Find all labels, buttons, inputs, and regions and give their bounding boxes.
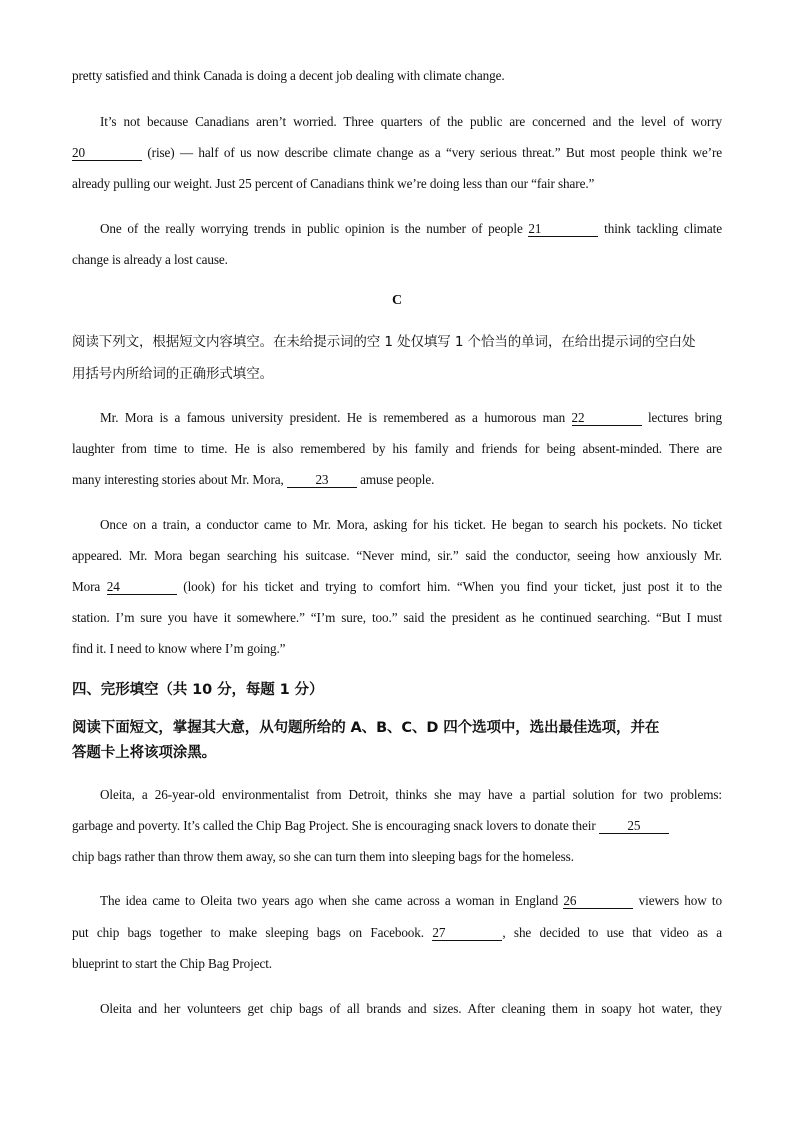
- text-span: many interesting stories about Mr. Mora,: [72, 472, 287, 487]
- text-line: Oleita, a 26-year-old environmentalist from Detroit, thinks she may have a partial solution for two problems:: [100, 787, 722, 802]
- instruction-line: 阅读下列文，根据短文内容填空。在未给提示词的空 1 处仅填写 1 个恰当的单词，在给出提示词的空白处: [72, 334, 696, 350]
- instruction-line: 阅读下面短文，掌握其大意，从句题所给的 A、B、C、D 四个选项中，选出最佳选项，并在: [72, 720, 660, 736]
- text-line: change is already a lost cause.: [72, 252, 228, 267]
- text-line: Oleita and her volunteers get chip bags of all brands and sizes. After cleaning them in soapy hot water, they: [100, 1001, 722, 1016]
- text-span: The idea came to Oleita two years ago when she came across a woman in England: [100, 893, 564, 908]
- text-line: [100, 410, 722, 426]
- text-line: already pulling our weight. Just 25 percent of Canadians think we’re doing less than our “fair share.”: [72, 176, 595, 191]
- text-line: It’s not because Canadians aren’t worried. Three quarters of the public are concerned and the level of worry: [100, 114, 722, 129]
- blank-25[interactable]: 25: [599, 819, 669, 834]
- blank-26[interactable]: 26: [563, 894, 633, 909]
- text-line: [72, 145, 722, 161]
- blank-24[interactable]: 24: [107, 580, 177, 595]
- instruction-line: 答题卡上将该项涂黑。: [72, 745, 216, 761]
- text-line: [72, 472, 434, 488]
- text-span: amuse people.: [356, 472, 435, 487]
- text-span: garbage and poverty. It’s called the Chip Bag Project. She is encouraging snack lovers to donate their: [72, 818, 599, 833]
- text-line: find it. I need to know where I’m going.”: [72, 641, 286, 656]
- section-letter: C: [391, 293, 403, 308]
- blank-22[interactable]: 22: [572, 411, 642, 426]
- blank-20[interactable]: 20: [72, 146, 142, 161]
- text-line: [100, 893, 722, 909]
- text-span: Mr. Mora is a famous university president. He is remembered as a humorous man: [100, 410, 572, 425]
- text-line: [100, 221, 722, 237]
- text-line: blueprint to start the Chip Bag Project.: [72, 956, 273, 971]
- text-span: viewers how to: [633, 893, 722, 908]
- text-span: (rise) — half of us now describe climate change as a “very serious threat.” But most people think we’re: [142, 145, 722, 160]
- blank-27[interactable]: 27: [432, 926, 502, 941]
- text-line: chip bags rather than throw them away, so she can turn them into sleeping bags for the homeless.: [72, 849, 574, 864]
- text-line: [72, 925, 722, 941]
- text-span: Mora: [72, 579, 107, 594]
- text-line: Once on a train, a conductor came to Mr. Mora, asking for his ticket. He began to search his pockets. No ticket: [100, 517, 722, 532]
- text-span: lectures bring: [641, 410, 722, 425]
- instruction-line: 用括号内所给词的正确形式填空。: [72, 366, 273, 382]
- blank-23[interactable]: 23: [287, 473, 357, 488]
- text-span: put chip bags together to make sleeping bags on Facebook.: [72, 925, 433, 940]
- blank-21[interactable]: 21: [528, 222, 598, 237]
- section-heading: 四、完形填空（共 10 分，每题 1 分）: [72, 682, 324, 698]
- text-line: station. I’m sure you have it somewhere.” “I’m sure, too.” said the president as he continued searching. “But I must: [72, 610, 722, 625]
- text-line: [72, 579, 722, 595]
- text-span: One of the really worrying trends in public opinion is the number of people: [100, 221, 529, 236]
- text-line: appeared. Mr. Mora began searching his suitcase. “Never mind, sir.” said the conductor, seeing how anxiously Mr.: [72, 548, 722, 563]
- text-line: pretty satisfied and think Canada is doing a decent job dealing with climate change.: [72, 68, 505, 83]
- text-line: [72, 818, 669, 834]
- text-span: , she decided to use that video as a: [502, 925, 723, 940]
- text-span: (look) for his ticket and trying to comfort him. “When you find your ticket, just post it to the: [176, 579, 722, 594]
- text-line: laughter from time to time. He is also remembered by his family and friends for being absent-minded. There are: [72, 441, 722, 456]
- text-span: think tackling climate: [598, 221, 722, 236]
